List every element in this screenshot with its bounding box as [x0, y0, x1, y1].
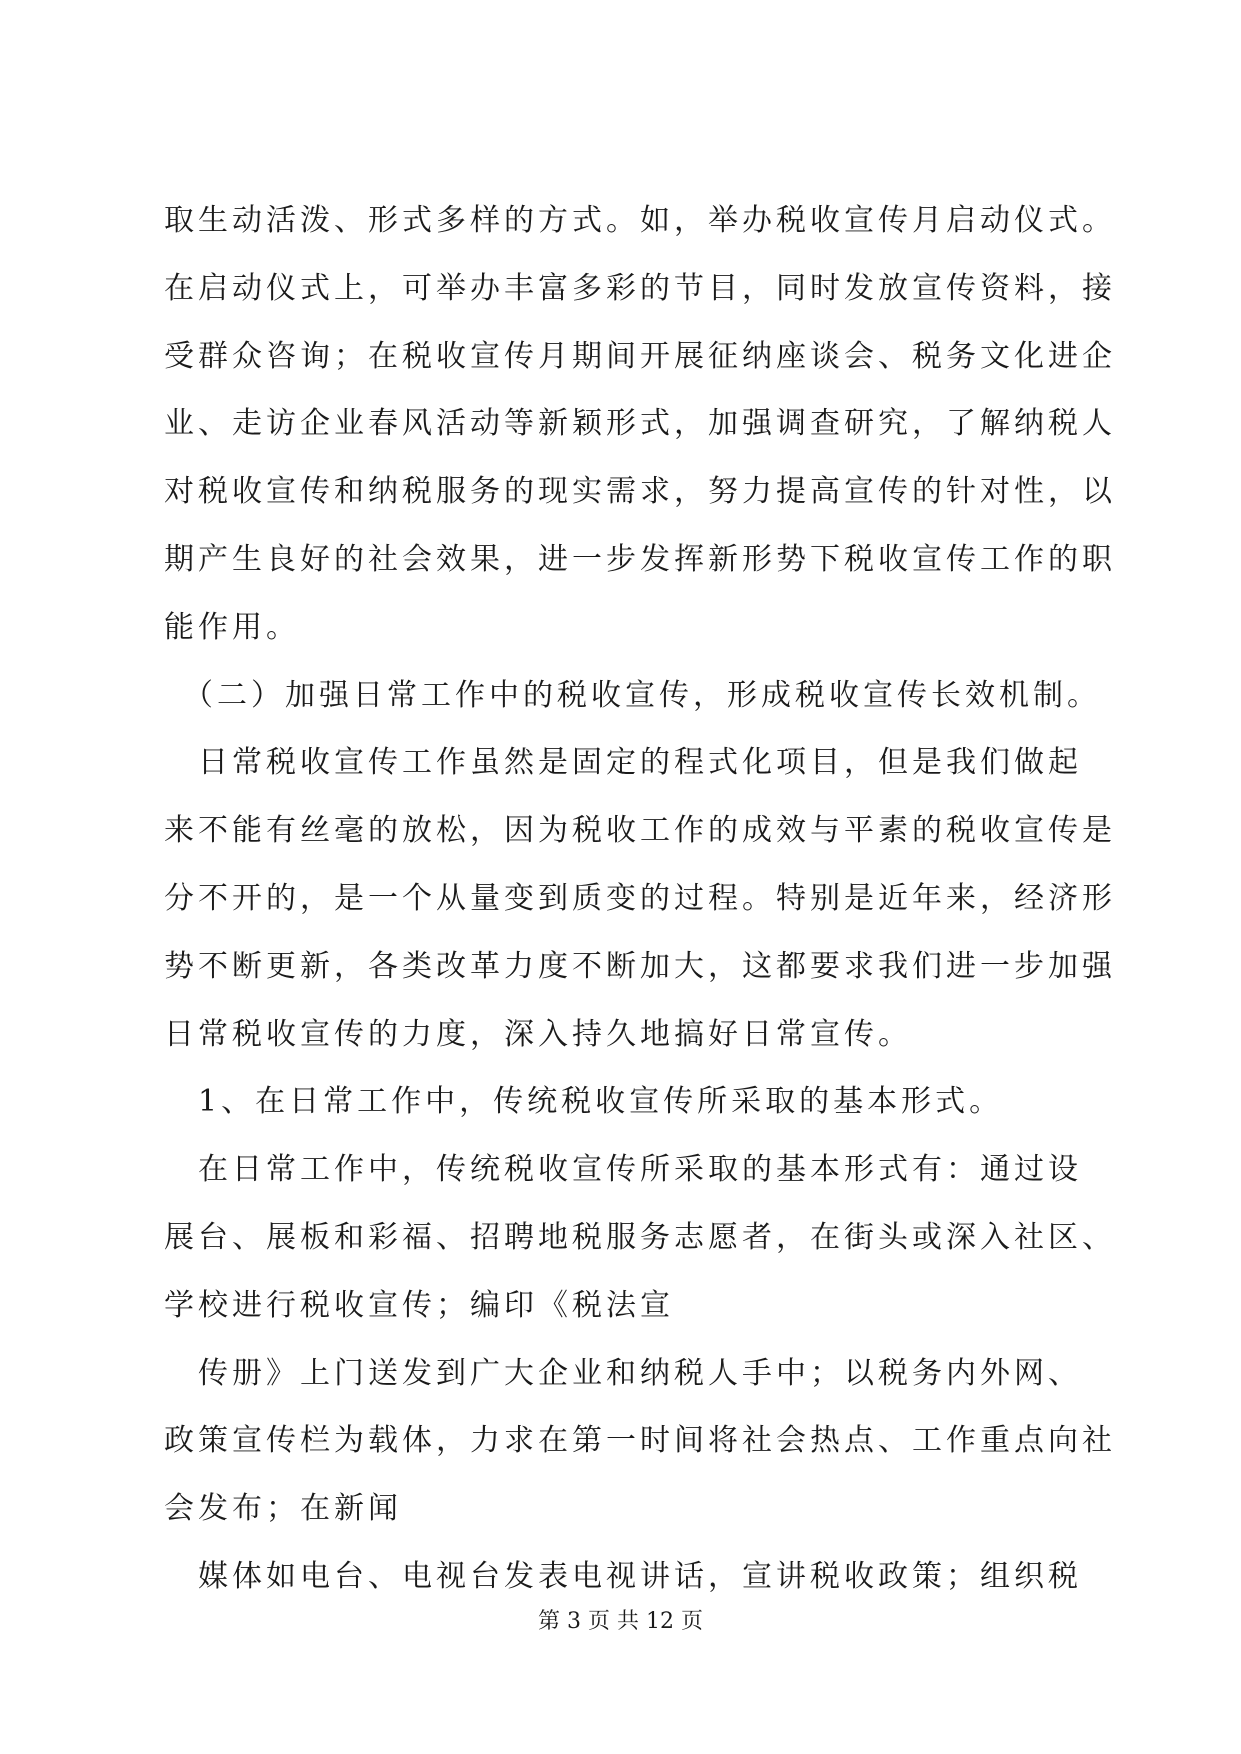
text-line: 学校进行税收宣传；编印《税法宣: [164, 1287, 674, 1323]
page-number-footer: 第 3 页 共 12 页: [538, 1609, 703, 1634]
section-heading: （二）加强日常工作中的税收宣传，形成税收宣传长效机制。: [164, 677, 1101, 713]
text-line: 业、走访企业春风活动等新颖形式，加强调查研究，了解纳税人: [164, 406, 1116, 442]
text-line: 媒体如电台、电视台发表电视讲话，宣讲税收政策；组织税: [164, 1558, 1082, 1594]
text-line: 会发布；在新闻: [164, 1491, 402, 1527]
text-line: 期产生良好的社会效果，进一步发挥新形势下税收宣传工作的职: [164, 541, 1116, 577]
text-line: 来不能有丝毫的放松，因为税收工作的成效与平素的税收宣传是: [164, 813, 1116, 849]
text-line: 在启动仪式上，可举办丰富多彩的节目，同时发放宣传资料，接: [164, 270, 1116, 306]
text-line: 日常税收宣传工作虽然是固定的程式化项目，但是我们做起: [164, 745, 1082, 781]
text-line: 日常税收宣传的力度，深入持久地搞好日常宣传。: [164, 1016, 912, 1052]
text-line: 在日常工作中，传统税收宣传所采取的基本形式有：通过设: [164, 1152, 1082, 1188]
text-line: 传册》上门送发到广大企业和纳税人手中；以税务内外网、: [164, 1355, 1082, 1391]
text-line: 势不断更新，各类改革力度不断加大，这都要求我们进一步加强: [164, 948, 1116, 984]
text-line: 取生动活泼、形式多样的方式。如，举办税收宣传月启动仪式。: [164, 203, 1116, 238]
text-line: 政策宣传栏为载体，力求在第一时间将社会热点、工作重点向社: [164, 1423, 1116, 1459]
subsection-heading: 1、在日常工作中，传统税收宣传所采取的基本形式。: [164, 1084, 1004, 1120]
text-line: 展台、展板和彩福、招聘地税服务志愿者，在街头或深入社区、: [164, 1219, 1116, 1255]
text-line: 能作用。: [164, 609, 300, 645]
text-line: 受群众咨询；在税收宣传月期间开展征纳座谈会、税务文化进企: [164, 338, 1116, 374]
text-line: 对税收宣传和纳税服务的现实需求，努力提高宣传的针对性，以: [164, 474, 1116, 510]
body-text: [164, 187, 1116, 1611]
text-line: 分不开的，是一个从量变到质变的过程。特别是近年来，经济形: [164, 880, 1116, 916]
